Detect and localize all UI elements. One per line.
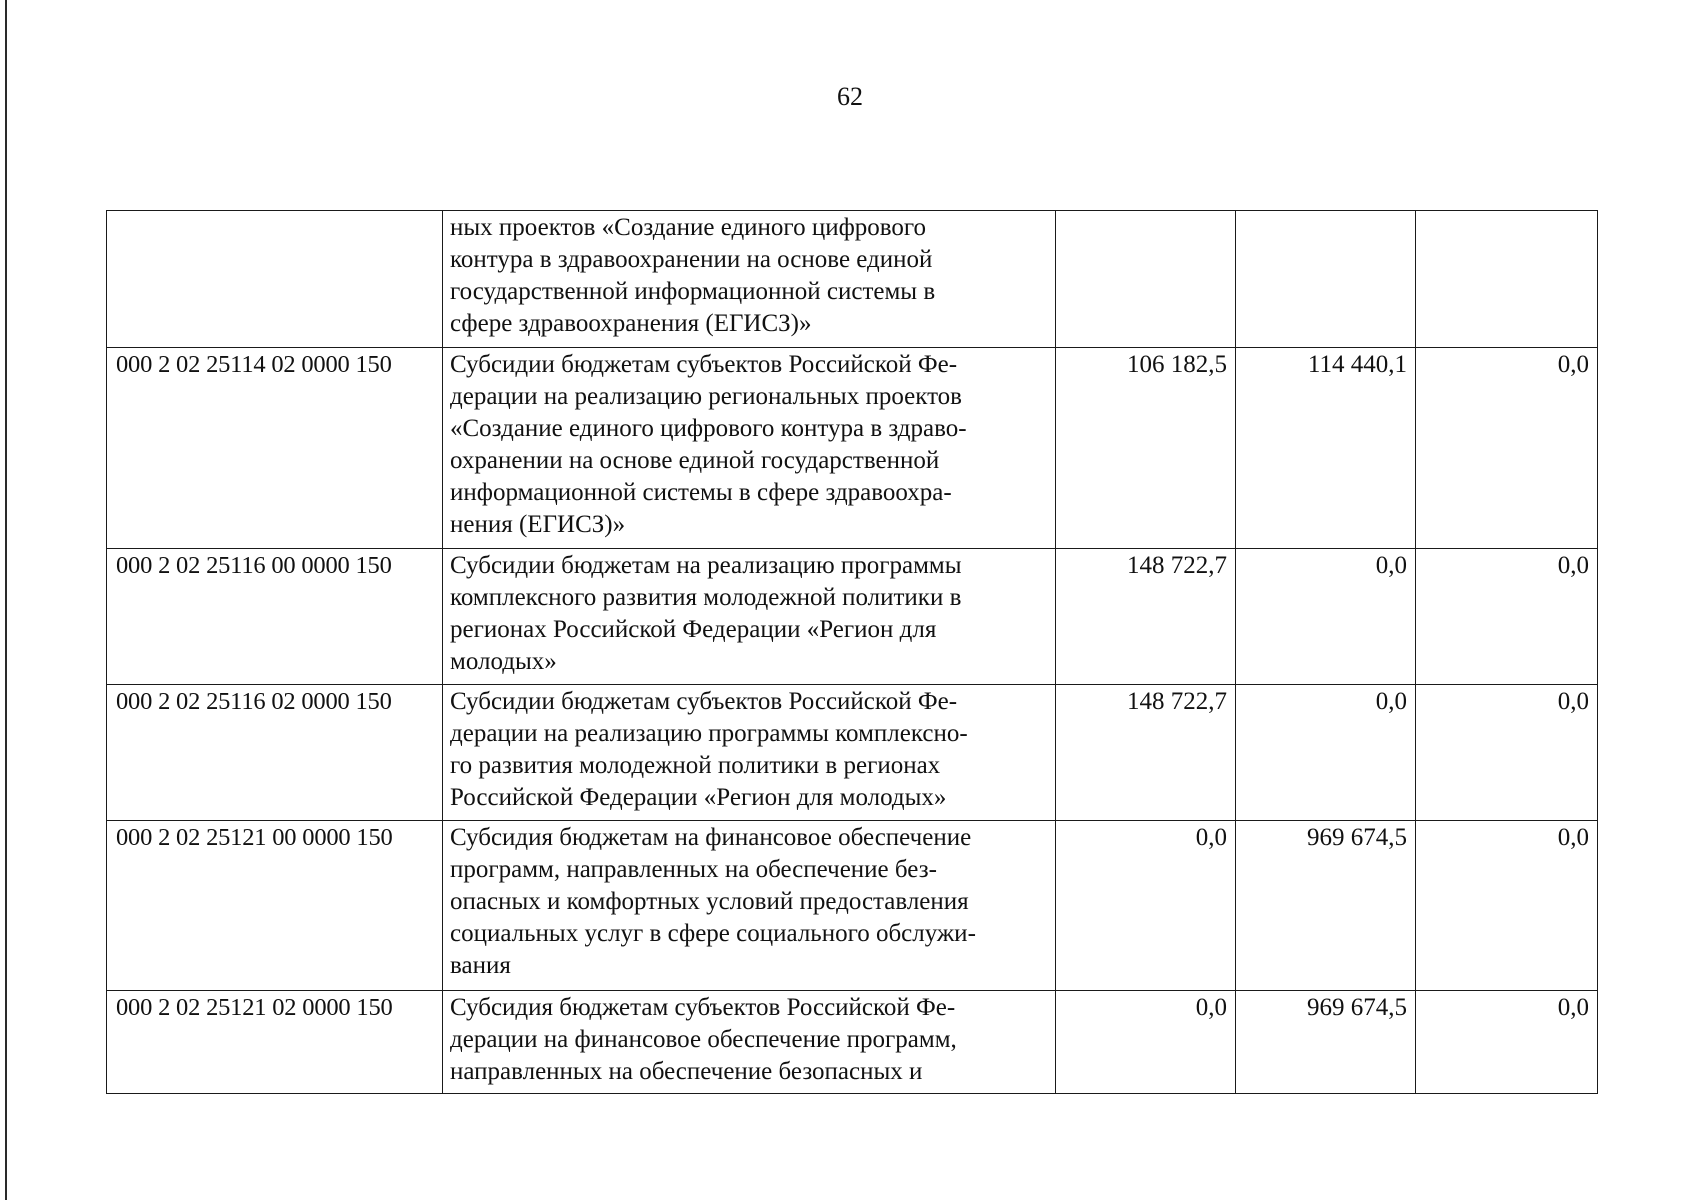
row-value-3 [1416, 211, 1598, 348]
row-name: Субсидии бюджетам на реализацию программы комплексного развития молодежной политики в регионах Российской Федерации «Регион для молодых» [443, 549, 1056, 685]
table-row [107, 549, 1598, 685]
row-value-2 [1236, 211, 1416, 348]
row-value-2: 0,0 [1236, 685, 1416, 821]
row-code: 000 2 02 25116 00 0000 150 [107, 549, 443, 685]
row-value-1: 106 182,5 [1056, 348, 1236, 549]
row-value-3: 0,0 [1416, 348, 1598, 549]
row-value-1: 148 722,7 [1056, 549, 1236, 685]
row-value-2: 114 440,1 [1236, 348, 1416, 549]
row-name: Субсидии бюджетам субъектов Российской Фе- дерации на реализацию программы комплексно- го развития молодежной политики в регионах Российской Федерации «Регион для молодых» [443, 685, 1056, 821]
row-value-3: 0,0 [1416, 685, 1598, 821]
row-name: Субсидии бюджетам субъектов Российской Фе- дерации на реализацию региональных проектов «Создание единого цифрового контура в здраво- охранении на основе единой государственной информационной системы в сфере здравоохра- нения (ЕГИСЗ)» [443, 348, 1056, 549]
table-row [107, 685, 1598, 821]
row-value-2: 0,0 [1236, 549, 1416, 685]
row-value-2: 969 674,5 [1236, 991, 1416, 1094]
table-row [107, 348, 1598, 549]
row-code: 000 2 02 25116 02 0000 150 [107, 685, 443, 821]
row-value-1: 148 722,7 [1056, 685, 1236, 821]
table-row [107, 991, 1598, 1094]
row-value-3: 0,0 [1416, 821, 1598, 991]
row-code: 000 2 02 25121 02 0000 150 [107, 991, 443, 1094]
row-code: 000 2 02 25114 02 0000 150 [107, 348, 443, 549]
row-value-3: 0,0 [1416, 991, 1598, 1094]
page-edge-line [5, 0, 7, 1200]
row-code: 000 2 02 25121 00 0000 150 [107, 821, 443, 991]
row-code [107, 211, 443, 348]
row-value-2: 969 674,5 [1236, 821, 1416, 991]
table-row [107, 211, 1598, 348]
page-number: 62 [837, 82, 863, 111]
row-name: Субсидия бюджетам субъектов Российской Фе- дерации на финансовое обеспечение программ, направленных на обеспечение безопасных и [443, 991, 1056, 1094]
row-value-3: 0,0 [1416, 549, 1598, 685]
row-name: Субсидия бюджетам на финансовое обеспечение программ, направленных на обеспечение без- опасных и комфортных условий предоставления социальных услуг в сфере социального обслужи- вания [443, 821, 1056, 991]
table-row [107, 821, 1598, 991]
row-value-1: 0,0 [1056, 821, 1236, 991]
budget-table [106, 210, 1598, 1094]
row-name: ных проектов «Создание единого цифрового контура в здравоохранении на основе единой государственной информационной системы в сфере здравоохранения (ЕГИСЗ)» [443, 211, 1056, 348]
row-value-1 [1056, 211, 1236, 348]
row-value-1: 0,0 [1056, 991, 1236, 1094]
